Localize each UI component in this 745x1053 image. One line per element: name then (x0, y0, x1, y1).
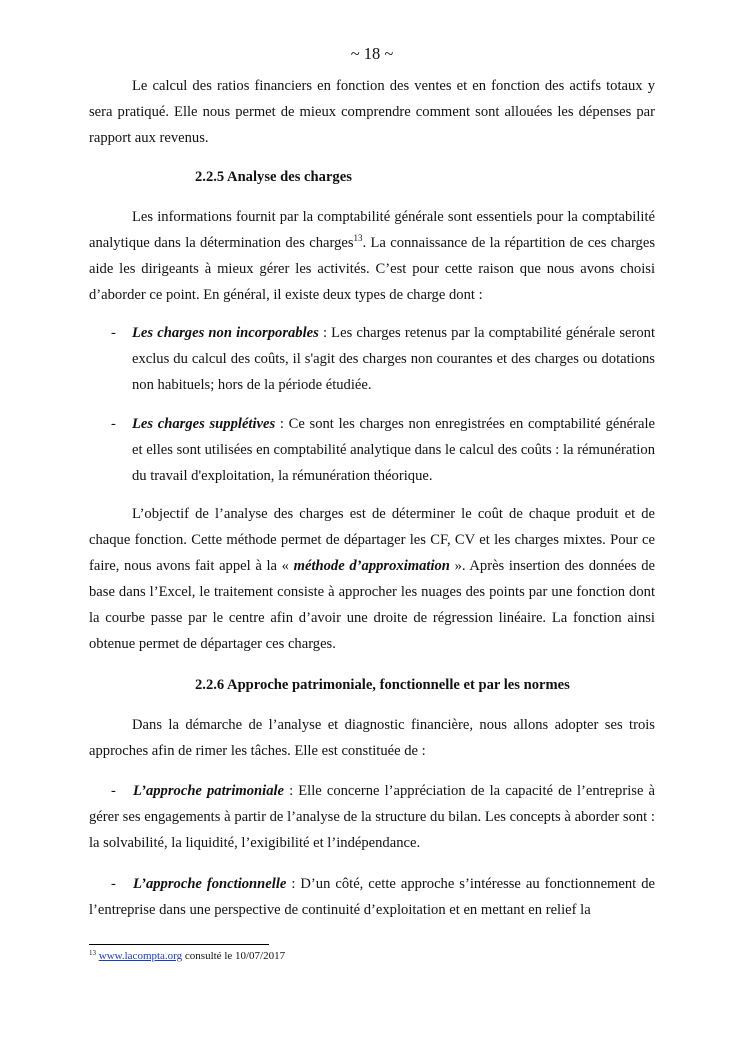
emphasis-methode: méthode d’approximation (293, 558, 450, 574)
paragraph-objectif: L’objectif de l’analyse des charges est de déterminer le coût de chaque produit et de chaque fonction. Cette méthode permet de départager les CF, CV et les charges mixtes. Pour ce faire, nous avons fait appel à la « méthode d’approximation ». Après insertion des données de base dans l’Excel, le traitement consiste à approcher les nuages des points par une fonction dont la courbe passe par le centre afin d’avoir une droite de régression linéaire. La fonction ainsi obtenue permet de départager ces charges. (89, 506, 655, 652)
section-heading-2-2-6: 2.2.6 Approche patrimoniale, fonctionnelle et par les normes (195, 677, 570, 693)
list-item: - Les charges supplétives : Ce sont les charges non enregistrées en comptabilité générale et elles sont utilisées en comptabilité analytique dans le calcul des coûts : la rémunération du travail d'exploitation, la rémunération théorique. (111, 416, 656, 484)
list-term: Les charges non incorporables (132, 325, 319, 341)
list-term: L’approche fonctionnelle (133, 876, 287, 892)
footnote-ref[interactable]: 13 (353, 233, 363, 243)
list-term: L’approche patrimoniale (133, 783, 285, 799)
footnote-divider (89, 944, 269, 945)
footnote-link[interactable]: www.lacompta.org (98, 950, 183, 962)
section-heading-2-2-5: 2.2.5 Analyse des charges (195, 169, 352, 185)
list-term: Les charges supplétives (132, 416, 276, 432)
paragraph-charges-intro: Les informations fournit par la comptabilité générale sont essentiels pour la comptabilité analytique dans la détermination des charges$^{13}$. La connaissance de la répartition de ces charges aide les dirigeants à mieux gérer les activités. C’est pour cette raison que nous avons choisi d’aborder ce point. En général, il existe deux types de charge dont : (89, 209, 655, 303)
page-number: ~ 18 ~ (350, 44, 394, 63)
paragraph-text: Le calcul des ratios financiers en fonction des ventes et en fonction des actifs totaux y sera pratiqué. Elle nous permet de mieux comprendre comment sont allouées les dépenses par rapport aux revenus. (89, 78, 655, 146)
list-item: - Les charges non incorporables : Les charges retenus par la comptabilité générale seront exclus du calcul des coûts, il s'agit des charges non courantes et des charges ou dotations non habituels; hors de la période étudiée. (111, 325, 655, 393)
paragraph-demarche: Dans la démarche de l’analyse et diagnostic financière, nous allons adopter ses trois approches afin de rimer les tâches. Elle est constituée de : (89, 717, 655, 759)
paragraph-ratios (89, 73, 655, 151)
footnote: $^{13}$ www.lacompta.org consulté le 10/07/2017 (89, 949, 286, 962)
list-item: - L’approche patrimoniale : Elle concerne l’appréciation de la capacité de l’entreprise à gérer ses engagements à partir de l’analyse de la structure du bilan. Les concepts à aborder sont : la solvabilité, la liquidité, l’exigibilité et l’indépendance. (89, 783, 655, 851)
list-item: - L’approche fonctionnelle : D’un côté, cette approche s’intéresse au fonctionnement de l’entreprise dans une perspective de continuité d’exploitation et en mettant en relief la (89, 876, 656, 918)
